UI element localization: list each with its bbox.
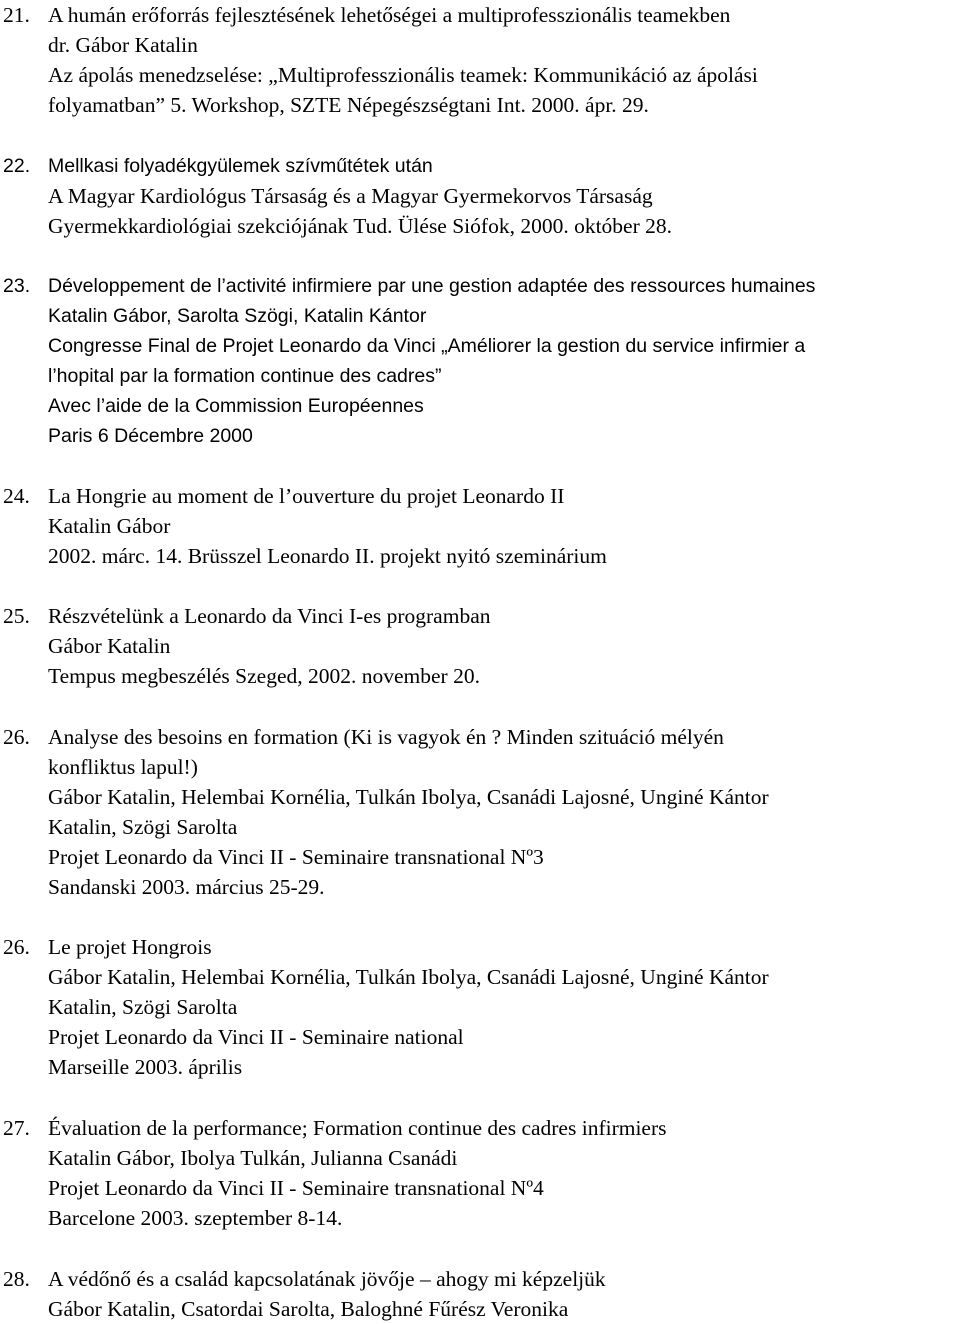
item-number: 26. bbox=[3, 725, 30, 749]
item-title: Mellkasi folyadékgyülemek szívműtétek után bbox=[48, 155, 433, 177]
item-event: l’hopital par la formation continue des cadres” bbox=[48, 365, 442, 387]
item-title: A védőnő és a család kapcsolatának jövője – ahogy mi képzeljük bbox=[48, 1267, 606, 1291]
item-title: Részvételünk a Leonardo da Vinci I-es programban bbox=[48, 604, 491, 628]
item-authors: Katalin Gábor, Sarolta Szögi, Katalin Kántor bbox=[48, 305, 427, 327]
item-number: 25. bbox=[3, 604, 30, 628]
item-text bbox=[48, 722, 960, 902]
item-event: Projet Leonardo da Vinci II - Seminaire transnational Nº3 bbox=[48, 845, 544, 869]
item-number: 23. bbox=[3, 275, 31, 297]
item-authors: dr. Gábor Katalin bbox=[48, 33, 198, 57]
item-text bbox=[48, 1113, 960, 1233]
item-number: 26. bbox=[3, 935, 30, 959]
item-event: Congresse Final de Projet Leonardo da Vinci „Améliorer la gestion du service infirmier a bbox=[48, 335, 806, 357]
item-event: Projet Leonardo da Vinci II - Seminaire transnational Nº4 bbox=[48, 1176, 544, 1200]
item-text bbox=[48, 0, 960, 120]
item-text bbox=[48, 271, 960, 451]
item-event: Avec l’aide de la Commission Européennes bbox=[48, 395, 424, 417]
item-event: Tempus megbeszélés Szeged, 2002. november 20. bbox=[48, 664, 480, 688]
item-event: Projet Leonardo da Vinci II - Seminaire national bbox=[48, 1025, 464, 1049]
item-title: Développement de l’activité infirmiere par une gestion adaptée des ressources humaines bbox=[48, 275, 816, 297]
item-date: Paris 6 Décembre 2000 bbox=[48, 425, 253, 447]
item-text bbox=[48, 151, 960, 241]
item-event: A Magyar Kardiológus Társaság és a Magyar Gyermekorvos Társaság bbox=[48, 184, 653, 208]
item-number: 24. bbox=[3, 484, 30, 508]
item-number: 22. bbox=[3, 155, 31, 177]
item-event: Sandanski 2003. március 25-29. bbox=[48, 875, 325, 899]
item-number: 21. bbox=[3, 3, 30, 27]
item-authors: Gábor Katalin, Helembai Kornélia, Tulkán Ibolya, Csanádi Lajosné, Unginé Kántor bbox=[48, 785, 769, 809]
item-authors: Gábor Katalin, Csatordai Sarolta, Baloghné Fűrész Veronika bbox=[48, 1297, 569, 1321]
item-title: Analyse des besoins en formation (Ki is vagyok én ? Minden szituáció mélyén bbox=[48, 725, 724, 749]
item-event: Az ápolás menedzselése: „Multiprofesszionális teamek: Kommunikáció az ápolási bbox=[48, 63, 758, 87]
item-event: 2002. márc. 14. Brüsszel Leonardo II. projekt nyitó szeminárium bbox=[48, 544, 607, 568]
item-text bbox=[48, 932, 960, 1082]
item-title: A humán erőforrás fejlesztésének lehetőségei a multiprofesszionális teamekben bbox=[48, 3, 731, 27]
item-authors: Gábor Katalin bbox=[48, 634, 171, 658]
item-event: Marseille 2003. április bbox=[48, 1055, 243, 1079]
item-text bbox=[48, 1264, 960, 1324]
item-title: Évaluation de la performance; Formation continue des cadres infirmiers bbox=[48, 1116, 667, 1140]
item-number: 27. bbox=[3, 1116, 30, 1140]
item-title: La Hongrie au moment de l’ouverture du projet Leonardo II bbox=[48, 484, 565, 508]
item-authors: Katalin Gábor bbox=[48, 514, 171, 538]
item-title: konfliktus lapul!) bbox=[48, 755, 198, 779]
item-title: Le projet Hongrois bbox=[48, 935, 212, 959]
item-number: 28. bbox=[3, 1267, 30, 1291]
item-event: Gyermekkardiológiai szekciójának Tud. Ülése Siófok, 2000. október 28. bbox=[48, 214, 672, 238]
item-text bbox=[48, 601, 960, 691]
item-authors: Katalin Gábor, Ibolya Tulkán, Julianna Csanádi bbox=[48, 1146, 458, 1170]
item-event: folyamatban” 5. Workshop, SZTE Népegészségtani Int. 2000. ápr. 29. bbox=[48, 93, 649, 117]
item-event: Barcelone 2003. szeptember 8-14. bbox=[48, 1206, 343, 1230]
item-text bbox=[48, 481, 960, 571]
item-authors: Gábor Katalin, Helembai Kornélia, Tulkán Ibolya, Csanádi Lajosné, Unginé Kántor bbox=[48, 965, 769, 989]
item-authors: Katalin, Szögi Sarolta bbox=[48, 815, 238, 839]
item-authors: Katalin, Szögi Sarolta bbox=[48, 995, 238, 1019]
